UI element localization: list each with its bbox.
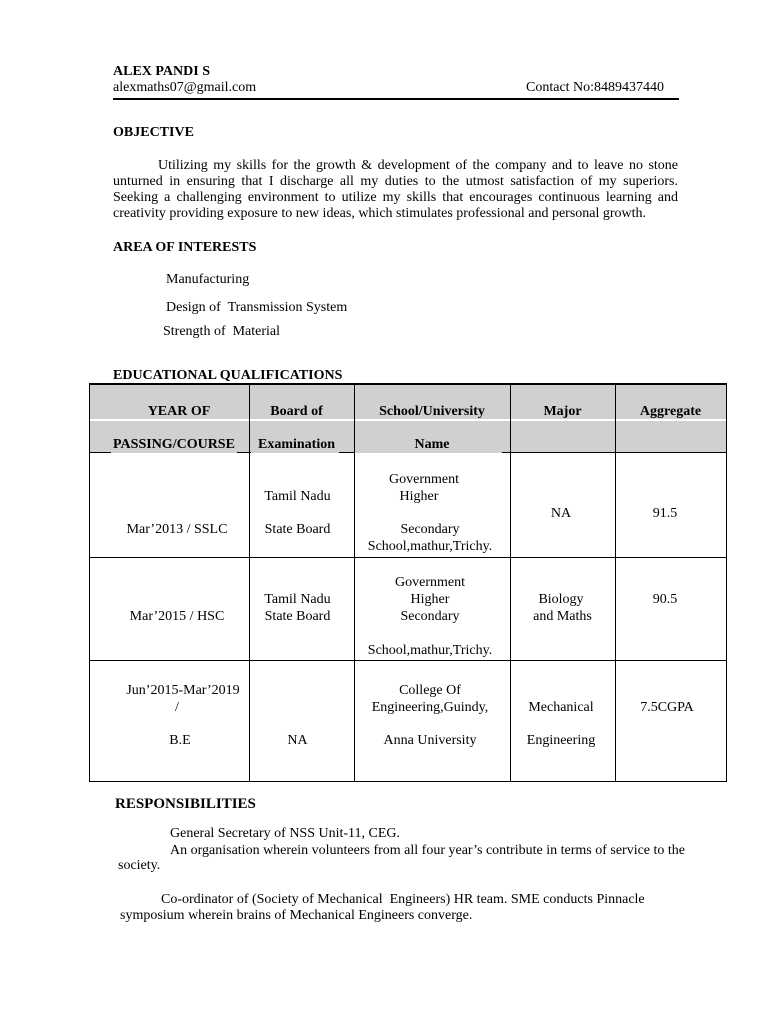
row3-major: Mechanical xyxy=(528,700,594,715)
row2-school: Government xyxy=(395,575,465,590)
header-school: School/University xyxy=(379,404,485,419)
header-underline xyxy=(237,452,251,453)
row1-school: Higher xyxy=(399,489,439,504)
interest-item: Manufacturing xyxy=(166,272,250,287)
header-underline xyxy=(339,452,355,453)
row2-year: Mar’2015 / HSC xyxy=(129,609,225,624)
header-school-name: Name xyxy=(414,437,450,452)
table-row-divider xyxy=(89,660,727,661)
row2-school: School,mathur,Trichy. xyxy=(367,643,493,658)
table-border xyxy=(89,383,727,385)
row3-school: Engineering,Guindy, xyxy=(371,700,489,715)
row3-school: Anna University xyxy=(383,733,477,748)
interest-item: Strength of Material xyxy=(163,324,281,339)
row3-aggregate: 7.5CGPA xyxy=(640,700,694,715)
responsibility-description: symposium wherein brains of Mechanical Engineers converge. xyxy=(120,908,473,923)
table-row-divider xyxy=(89,557,727,558)
row2-major: and Maths xyxy=(533,609,592,624)
education-table xyxy=(89,383,727,782)
table-border xyxy=(89,781,727,782)
row2-board: Tamil Nadu xyxy=(264,592,331,607)
header-board: Board of xyxy=(270,404,323,419)
row3-year: Jun’2015-Mar’2019 xyxy=(126,683,240,698)
table-column-divider xyxy=(510,383,511,782)
interest-item: Design of Transmission System xyxy=(166,300,348,315)
row3-year: / xyxy=(175,700,179,715)
row1-aggregate: 91.5 xyxy=(652,506,678,521)
row1-school: School,mathur,Trichy. xyxy=(367,539,493,554)
interests-heading: AREA OF INTERESTS xyxy=(113,240,257,255)
row3-board: NA xyxy=(287,733,308,748)
header-underline xyxy=(502,452,726,453)
row2-board: State Board xyxy=(264,609,331,624)
header-underline xyxy=(89,452,111,453)
email-address: alexmaths07@gmail.com xyxy=(113,80,257,95)
contact-number: Contact No:8489437440 xyxy=(526,80,665,95)
table-border xyxy=(726,383,727,782)
row1-board: Tamil Nadu xyxy=(264,489,331,504)
row2-school: Higher xyxy=(410,592,450,607)
objective-text xyxy=(113,158,678,222)
row3-course: B.E xyxy=(169,733,191,748)
responsibilities-heading: RESPONSIBILITIES xyxy=(115,796,256,812)
row3-school: College Of xyxy=(399,683,461,698)
header-year-course: PASSING/COURSE xyxy=(113,437,235,452)
objective-text-body: Utilizing my skills for the growth & development of the company and to leave no stone unturned in ensuring that I discharge all my duties to the utmost satisfaction of my superiors. Seeking a challenging environment to utilize my skills that encourages continuous learning and creativity providing exposure to new ideas, which stimulates professional and personal growth. xyxy=(113,158,678,221)
header-major: Major xyxy=(543,404,582,419)
header-aggregate: Aggregate xyxy=(639,404,702,419)
row1-board: State Board xyxy=(264,522,331,537)
header-year: YEAR OF xyxy=(147,404,211,419)
education-heading: EDUCATIONAL QUALIFICATIONS xyxy=(113,368,343,383)
row1-school: Secondary xyxy=(400,522,460,537)
row2-major: Biology xyxy=(538,592,584,607)
row1-major: NA xyxy=(550,506,572,521)
table-column-divider xyxy=(615,383,616,782)
responsibility-description: An organisation wherein volunteers from all four year’s contribute in terms of service to the xyxy=(170,843,685,858)
row1-year: Mar’2013 / SSLC xyxy=(126,522,228,537)
row2-school: Secondary xyxy=(400,609,460,624)
row3-major: Engineering xyxy=(526,733,596,748)
responsibility-title: Co-ordinator of (Society of Mechanical Engineers) HR team. SME conducts Pinnacle xyxy=(161,892,645,907)
row2-aggregate: 90.5 xyxy=(652,592,678,607)
responsibility-title: General Secretary of NSS Unit-11, CEG. xyxy=(170,826,401,841)
responsibility-description: society. xyxy=(118,858,161,873)
row1-school: Government xyxy=(389,472,459,487)
header-board-exam: Examination xyxy=(257,437,335,452)
objective-heading: OBJECTIVE xyxy=(113,125,194,140)
header-divider xyxy=(113,98,679,100)
candidate-name: ALEX PANDI S xyxy=(113,64,210,79)
